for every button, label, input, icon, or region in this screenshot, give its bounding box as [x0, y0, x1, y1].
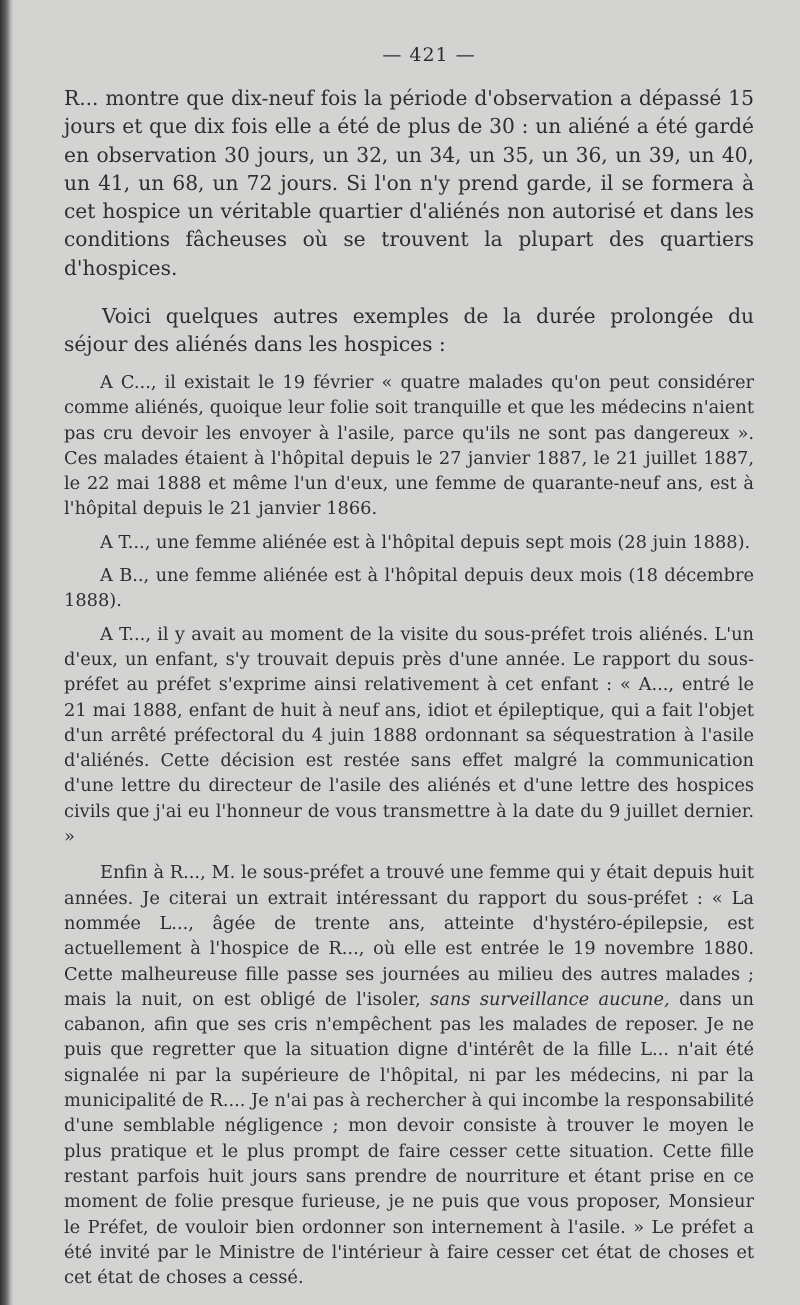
paragraph-example-c: A C..., il existait le 19 février « quatre malades qu'on peut considérer comme aliénés, quoique leur folie soit tranquille et que les médecins n'aient pas cru devoir les envoyer à l'asile, parce qu'ils ne sont pas dangereux ». Ces malades étaient à l'hôpital depuis le 27 janvier 1887, le 21 juillet 1887, le 22 mai 1888 et même l'un d'eux, une femme de quarante-neuf ans, est à l'hôpital depuis le 21 janvier 1866.	[64, 372, 754, 520]
paragraph-example-t1: A T..., une femme aliénée est à l'hôpital depuis sept mois (28 juin 1888).	[100, 531, 751, 553]
examples-block	[64, 370, 754, 1290]
paragraph-observation-period: R... montre que dix-neuf fois la période d'observation a dépassé 15 jours et que dix fois elle a été de plus de 30 : un aliéné a été gardé en observation 30 jours, un 32, un 34, un 35, un 36, un 39, un 40, un 41, un 68, un 72 jours. Si l'on n'y prend garde, il se formera à cet hospice un véritable quartier d'aliénés non autorisé et dans les conditions fâcheuses où se trouvent la plupart des quartiers d'hospices.	[64, 86, 754, 280]
report-paragraph-block	[64, 84, 754, 282]
paragraph-example-r	[64, 860, 754, 1290]
scan-binding-edge	[0, 0, 14, 1305]
paragraph-examples-intro: Voici quelques autres exemples de la durée prolongée du séjour des aliénés dans les hospices :	[64, 304, 754, 357]
paragraph-example-b: A B.., une femme aliénée est à l'hôpital depuis deux mois (18 décembre 1888).	[64, 565, 754, 612]
paragraph-example-r-part1: Enfin à R..., M. le sous-préfet a trouvé une femme qui y était depuis huit années. Je citerai un extrait intéressant du rapport du sous-préfet : « La nommée L..., âgée de trente ans, atteinte d'hystéro-épilepsie, est actuellement à l'hospice de R..., où elle est entrée le 19 novembre 1880. Cette malheureuse fille passe ses journées au milieu des autres malades ; mais la nuit, on est obligé de l'isoler,	[64, 862, 754, 1010]
paragraph-example-t2: A T..., il y avait au moment de la visite du sous-préfet trois aliénés. L'un d'eux, un enfant, s'y trouvait depuis près d'une année. Le rapport du sous-préfet au préfet s'exprime ainsi relativement à cet enfant : « A..., entré le 21 mai 1888, enfant de huit à neuf ans, idiot et épileptique, qui a fait l'objet d'un arrêté préfectoral du 4 juin 1888 ordonnant sa séquestration à l'asile d'aliénés. Cette décision est restée sans effet malgré la communication d'une lettre du directeur de l'asile des aliénés et d'une lettre des hospices civils que j'ai eu l'honneur de vous transmettre à la date du 9 juillet dernier. »	[64, 623, 754, 848]
examples-intro-block	[64, 302, 754, 359]
paragraph-example-r-part2: dans un cabanon, afin que ses cris n'empêchent pas les malades de reposer. Je ne puis que regretter que la situation digne d'intérêt de la fille L... n'ait été signalée ni par la supérieure de l'hôpital, ni par les médecins, ni par la municipalité de R.... Je n'ai pas à rechercher à qui incombe la responsabilité d'une semblable négligence ; mon devoir consiste à trouver le moyen le plus pratique et le plus prompt de faire cesser cette situation. Cette fille restant parfois huit jours sans prendre de nourriture et étant prise en ce moment de folie presque furieuse, je ne puis que vous proposer, Monsieur le Préfet, de vouloir bien ordonner son internement à l'asile. » Le préfet a été invité par le Ministre de l'intérieur à faire cesser cet état de choses et cet état de choses a cessé.	[64, 988, 754, 1289]
emphasis-text: sans surveillance aucune,	[430, 988, 670, 1010]
document-page	[14, 0, 800, 1305]
page-number: — 421 —	[382, 44, 476, 66]
